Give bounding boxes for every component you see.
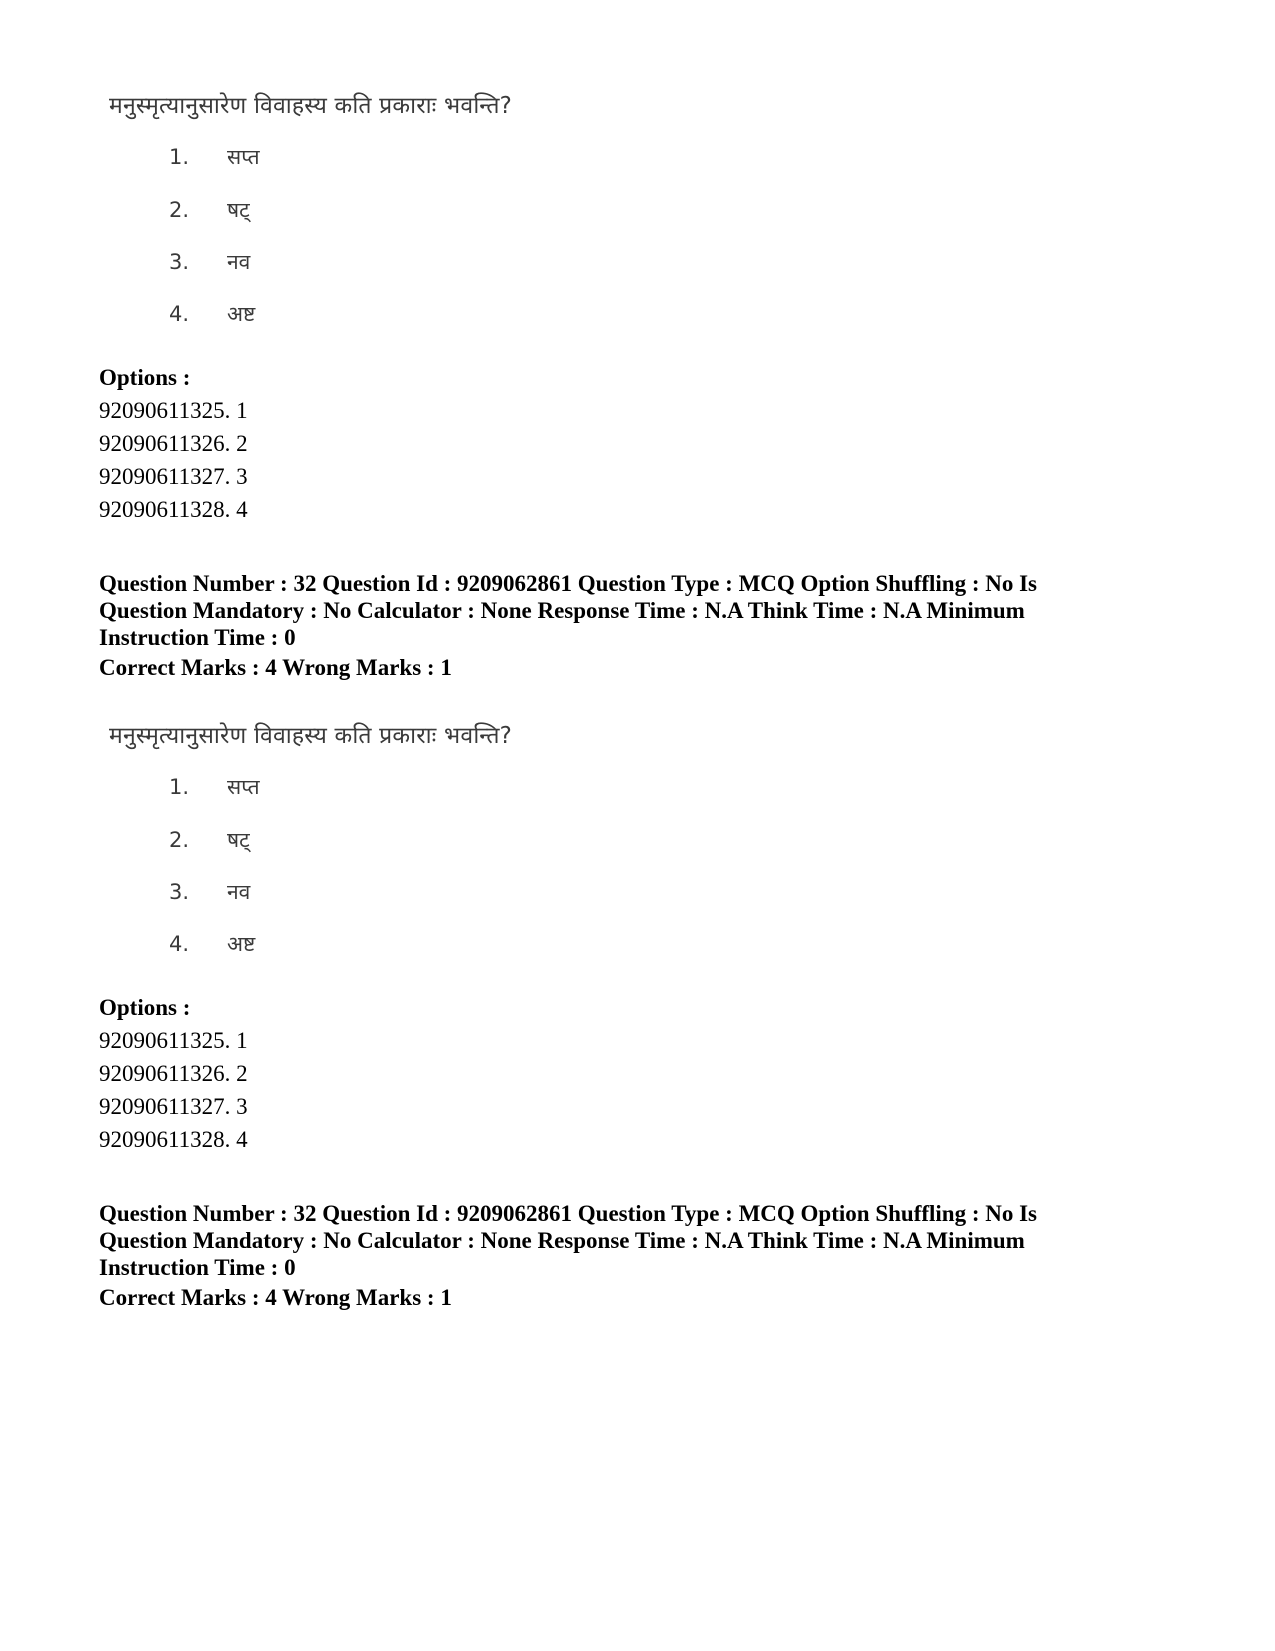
choice-text: नव	[227, 880, 251, 904]
choice-text: षट्	[227, 828, 250, 852]
marks-line: Correct Marks : 4 Wrong Marks : 1	[99, 655, 452, 680]
question-meta-line: Question Mandatory : No Calculator : None Response Time : N.A Think Time : N.A Minimum	[99, 598, 1025, 623]
question-meta-line: Question Number : 32 Question Id : 9209062861 Question Type : MCQ Option Shuffling : No Is	[99, 1201, 1038, 1226]
option-row: 92090611326. 2	[99, 1061, 248, 1086]
question-meta-line: Instruction Time : 0	[99, 1255, 296, 1280]
choice-2	[169, 826, 250, 856]
option-row: 92090611328. 4	[99, 1127, 248, 1152]
choice-1	[169, 143, 260, 173]
choice-2	[169, 196, 250, 226]
option-row: 92090611325. 1	[99, 398, 248, 423]
choice-4	[169, 930, 255, 960]
choice-text: षट्	[227, 198, 250, 222]
choice-number: 2.	[169, 198, 190, 222]
question-meta-line: Question Mandatory : No Calculator : None Response Time : N.A Think Time : N.A Minimum	[99, 1228, 1025, 1253]
option-row: 92090611328. 4	[99, 497, 248, 522]
question-image	[99, 88, 1179, 388]
choice-number: 1.	[169, 775, 190, 799]
choice-number: 4.	[169, 302, 190, 326]
question-meta-line: Instruction Time : 0	[99, 625, 296, 650]
choice-3	[169, 248, 250, 278]
choice-text: अष्ट	[227, 932, 256, 956]
choice-text: सप्त	[227, 775, 260, 799]
option-row: 92090611327. 3	[99, 464, 248, 489]
question-block-2	[99, 718, 1179, 1310]
option-row: 92090611325. 1	[99, 1028, 248, 1053]
choice-number: 1.	[169, 145, 190, 169]
choice-number: 3.	[169, 880, 190, 904]
option-row: 92090611327. 3	[99, 1094, 248, 1119]
choice-1	[169, 773, 260, 803]
question-meta	[99, 570, 1179, 651]
options-label: Options :	[99, 365, 191, 390]
question-text: मनुस्मृत्यानुसारेण विवाहस्य कति प्रकाराः भवन्ति?	[109, 93, 513, 119]
choice-text: नव	[227, 250, 251, 274]
question-block-1	[99, 88, 1179, 680]
marks-line: Correct Marks : 4 Wrong Marks : 1	[99, 1285, 452, 1310]
choice-4	[169, 300, 255, 330]
question-meta	[99, 1200, 1179, 1281]
choice-number: 4.	[169, 932, 190, 956]
question-meta-line: Question Number : 32 Question Id : 9209062861 Question Type : MCQ Option Shuffling : No Is	[99, 571, 1038, 596]
choice-text: सप्त	[227, 145, 260, 169]
choice-number: 3.	[169, 250, 190, 274]
question-text: मनुस्मृत्यानुसारेण विवाहस्य कति प्रकाराः भवन्ति?	[109, 723, 513, 749]
choice-3	[169, 878, 250, 908]
question-image	[99, 718, 1179, 1018]
choice-text: अष्ट	[227, 302, 256, 326]
option-row: 92090611326. 2	[99, 431, 248, 456]
choice-number: 2.	[169, 828, 190, 852]
options-label: Options :	[99, 995, 191, 1020]
